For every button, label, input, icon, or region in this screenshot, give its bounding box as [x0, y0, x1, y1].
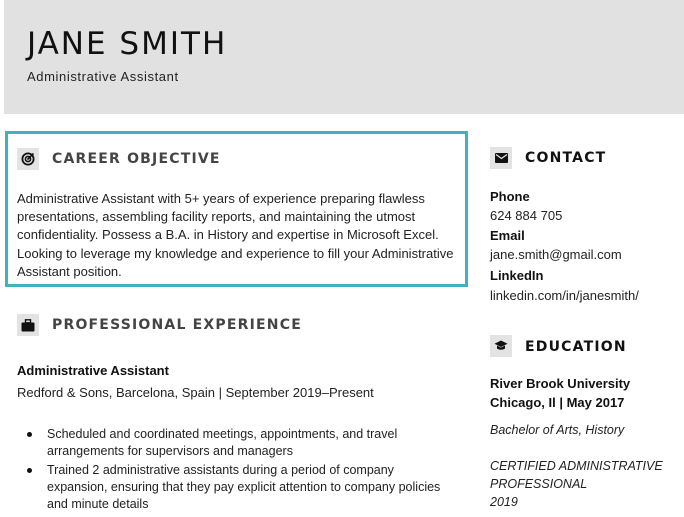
graduation-cap-icon	[490, 335, 512, 357]
professional-experience-heading: PROFESSIONAL EXPERIENCE	[52, 317, 302, 333]
candidate-name: JANE SMITH	[27, 26, 228, 62]
school-name: River Brook University	[490, 376, 631, 391]
candidate-title: Administrative Assistant	[27, 69, 179, 84]
linkedin-label: LinkedIn	[490, 268, 544, 283]
school-location-date: Chicago, Il | May 2017	[490, 395, 625, 410]
linkedin-value[interactable]: linkedin.com/in/janesmith/	[490, 288, 639, 303]
contact-heading: CONTACT	[525, 150, 607, 166]
phone-label: Phone	[490, 189, 530, 204]
email-value[interactable]: jane.smith@gmail.com	[490, 247, 622, 262]
email-label: Email	[490, 228, 525, 243]
career-objective-heading: CAREER OBJECTIVE	[52, 151, 221, 167]
experience-company: Redford & Sons, Barcelona, Spain | September 2019–Present	[17, 385, 374, 400]
briefcase-icon	[17, 314, 39, 336]
resume-header	[4, 0, 684, 114]
experience-role: Administrative Assistant	[17, 363, 169, 378]
degree: Bachelor of Arts, History	[490, 423, 625, 437]
certification-line-1: CERTIFIED ADMINISTRATIVE	[490, 459, 663, 473]
phone-value: 624 884 705	[490, 208, 563, 223]
envelope-icon	[490, 147, 512, 169]
certification-year: 2019	[490, 495, 518, 509]
list-item: Trained 2 administrative assistants during a period of company expansion, ensuring that they pay explicit attention to company policies and minute details	[27, 462, 447, 513]
target-icon	[17, 148, 39, 170]
education-heading: EDUCATION	[525, 339, 627, 355]
career-objective-text: Administrative Assistant with 5+ years of experience preparing flawless presentations, assembling facility reports, and maintaining the utmost confidentiality. Possess a B.A. in History and expertise in Microsoft Excel. Looking to leverage my knowledge and experience to fill your Administrative Assistant position.	[17, 191, 454, 279]
list-item: Scheduled and coordinated meetings, appointments, and travel arrangements for supervisors and managers	[27, 426, 447, 460]
certification-line-2: PROFESSIONAL	[490, 477, 588, 491]
experience-bullets	[27, 426, 447, 515]
